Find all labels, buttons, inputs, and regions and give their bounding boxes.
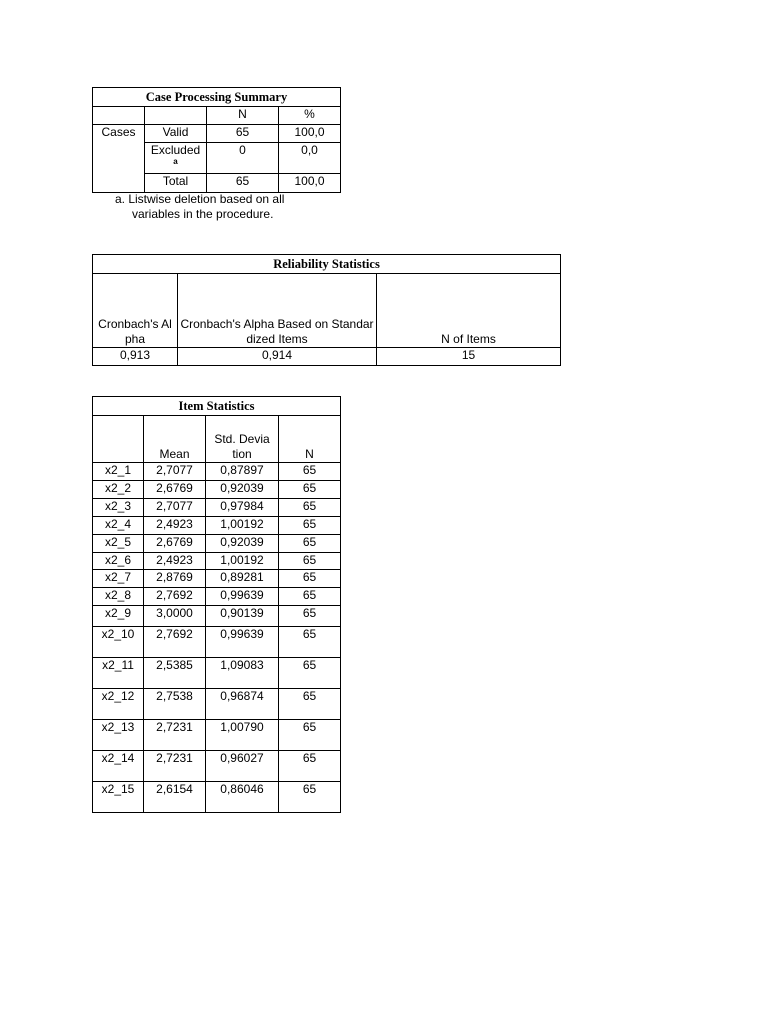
item-n: 65 bbox=[279, 606, 341, 627]
header-empty bbox=[93, 416, 144, 463]
item-mean: 2,6154 bbox=[144, 782, 206, 813]
reliability-title: Reliability Statistics bbox=[93, 255, 561, 274]
item-std-deviation: 0,99639 bbox=[206, 588, 279, 606]
item-std-deviation: 0,96874 bbox=[206, 689, 279, 720]
item-mean: 2,6769 bbox=[144, 535, 206, 553]
table-row bbox=[93, 463, 341, 481]
footnote-marker: a bbox=[173, 157, 178, 166]
header-percent: % bbox=[279, 107, 341, 125]
item-n: 65 bbox=[279, 751, 341, 782]
item-n: 65 bbox=[279, 570, 341, 588]
item-rows bbox=[93, 463, 341, 813]
table-row bbox=[93, 658, 341, 689]
item-std-deviation: 0,86046 bbox=[206, 782, 279, 813]
table-row bbox=[93, 751, 341, 782]
item-std-deviation: 0,90139 bbox=[206, 606, 279, 627]
excluded-n: 0 bbox=[207, 143, 279, 174]
item-mean: 2,5385 bbox=[144, 658, 206, 689]
item-mean: 2,7231 bbox=[144, 720, 206, 751]
header-n: N bbox=[207, 107, 279, 125]
item-name: x2_12 bbox=[93, 689, 144, 720]
item-name: x2_5 bbox=[93, 535, 144, 553]
item-std-deviation: 0,99639 bbox=[206, 627, 279, 658]
header-empty-1 bbox=[93, 107, 145, 125]
item-name: x2_3 bbox=[93, 499, 144, 517]
case-processing-footnote bbox=[115, 192, 355, 222]
item-n: 65 bbox=[279, 463, 341, 481]
item-n: 65 bbox=[279, 517, 341, 535]
item-n: 65 bbox=[279, 535, 341, 553]
footnote-line-2: variables in the procedure. bbox=[132, 207, 274, 221]
row-label-valid: Valid bbox=[145, 125, 207, 143]
value-n-of-items: 15 bbox=[377, 348, 561, 366]
value-cronbach-alpha: 0,913 bbox=[93, 348, 178, 366]
item-n: 65 bbox=[279, 720, 341, 751]
table-row bbox=[93, 627, 341, 658]
item-statistics-table bbox=[92, 396, 341, 813]
item-mean: 2,4923 bbox=[144, 553, 206, 570]
table-row bbox=[93, 535, 341, 553]
item-std-deviation: 1,00192 bbox=[206, 517, 279, 535]
item-statistics-title: Item Statistics bbox=[93, 397, 341, 416]
item-mean: 2,7231 bbox=[144, 751, 206, 782]
table-row bbox=[93, 588, 341, 606]
table-row bbox=[93, 499, 341, 517]
item-mean: 2,7077 bbox=[144, 499, 206, 517]
case-processing-summary-table bbox=[92, 87, 341, 193]
item-std-deviation: 1,09083 bbox=[206, 658, 279, 689]
item-name: x2_14 bbox=[93, 751, 144, 782]
header-std-deviation-label: Std. Deviation bbox=[214, 432, 270, 461]
item-name: x2_2 bbox=[93, 481, 144, 499]
item-name: x2_10 bbox=[93, 627, 144, 658]
item-mean: 2,7692 bbox=[144, 627, 206, 658]
total-n: 65 bbox=[207, 174, 279, 193]
item-mean: 2,6769 bbox=[144, 481, 206, 499]
valid-n: 65 bbox=[207, 125, 279, 143]
item-std-deviation: 0,92039 bbox=[206, 481, 279, 499]
value-cronbach-alpha-std: 0,914 bbox=[178, 348, 377, 366]
item-mean: 2,7692 bbox=[144, 588, 206, 606]
excluded-label: Excluded bbox=[150, 143, 201, 157]
table-row bbox=[93, 570, 341, 588]
item-std-deviation: 0,92039 bbox=[206, 535, 279, 553]
item-std-deviation: 0,96027 bbox=[206, 751, 279, 782]
header-mean: Mean bbox=[144, 416, 206, 463]
header-n-of-items: N of Items bbox=[377, 274, 561, 348]
item-name: x2_13 bbox=[93, 720, 144, 751]
footnote-line-1: a. Listwise deletion based on all bbox=[115, 192, 285, 206]
table-row bbox=[93, 606, 341, 627]
item-name: x2_1 bbox=[93, 463, 144, 481]
item-name: x2_7 bbox=[93, 570, 144, 588]
item-n: 65 bbox=[279, 782, 341, 813]
cases-group-label: Cases bbox=[93, 125, 145, 193]
table-row bbox=[93, 517, 341, 535]
item-mean: 3,0000 bbox=[144, 606, 206, 627]
item-name: x2_9 bbox=[93, 606, 144, 627]
header-n: N bbox=[279, 416, 341, 463]
item-n: 65 bbox=[279, 627, 341, 658]
item-name: x2_11 bbox=[93, 658, 144, 689]
item-n: 65 bbox=[279, 499, 341, 517]
item-name: x2_6 bbox=[93, 553, 144, 570]
item-name: x2_4 bbox=[93, 517, 144, 535]
valid-pct: 100,0 bbox=[279, 125, 341, 143]
excluded-pct: 0,0 bbox=[279, 143, 341, 174]
item-mean: 2,7538 bbox=[144, 689, 206, 720]
case-processing-title: Case Processing Summary bbox=[93, 88, 341, 107]
item-std-deviation: 0,87897 bbox=[206, 463, 279, 481]
total-pct: 100,0 bbox=[279, 174, 341, 193]
header-cronbach-alpha-std: Cronbach's Alpha Based on Standardized Items bbox=[178, 274, 377, 348]
table-row bbox=[93, 689, 341, 720]
item-std-deviation: 0,97984 bbox=[206, 499, 279, 517]
header-std-deviation bbox=[206, 416, 279, 463]
item-std-deviation: 1,00790 bbox=[206, 720, 279, 751]
table-row bbox=[93, 782, 341, 813]
table-row bbox=[93, 481, 341, 499]
item-name: x2_8 bbox=[93, 588, 144, 606]
item-std-deviation: 1,00192 bbox=[206, 553, 279, 570]
item-mean: 2,4923 bbox=[144, 517, 206, 535]
item-mean: 2,8769 bbox=[144, 570, 206, 588]
reliability-statistics-table bbox=[92, 254, 561, 366]
row-label-excluded bbox=[145, 143, 207, 174]
item-name: x2_15 bbox=[93, 782, 144, 813]
item-n: 65 bbox=[279, 481, 341, 499]
header-empty-2 bbox=[145, 107, 207, 125]
item-std-deviation: 0,89281 bbox=[206, 570, 279, 588]
header-cronbach-alpha: Cronbach's Alpha bbox=[93, 274, 178, 348]
item-n: 65 bbox=[279, 689, 341, 720]
item-n: 65 bbox=[279, 658, 341, 689]
row-label-total: Total bbox=[145, 174, 207, 193]
table-row bbox=[93, 553, 341, 570]
table-row bbox=[93, 720, 341, 751]
item-n: 65 bbox=[279, 553, 341, 570]
item-mean: 2,7077 bbox=[144, 463, 206, 481]
item-n: 65 bbox=[279, 588, 341, 606]
